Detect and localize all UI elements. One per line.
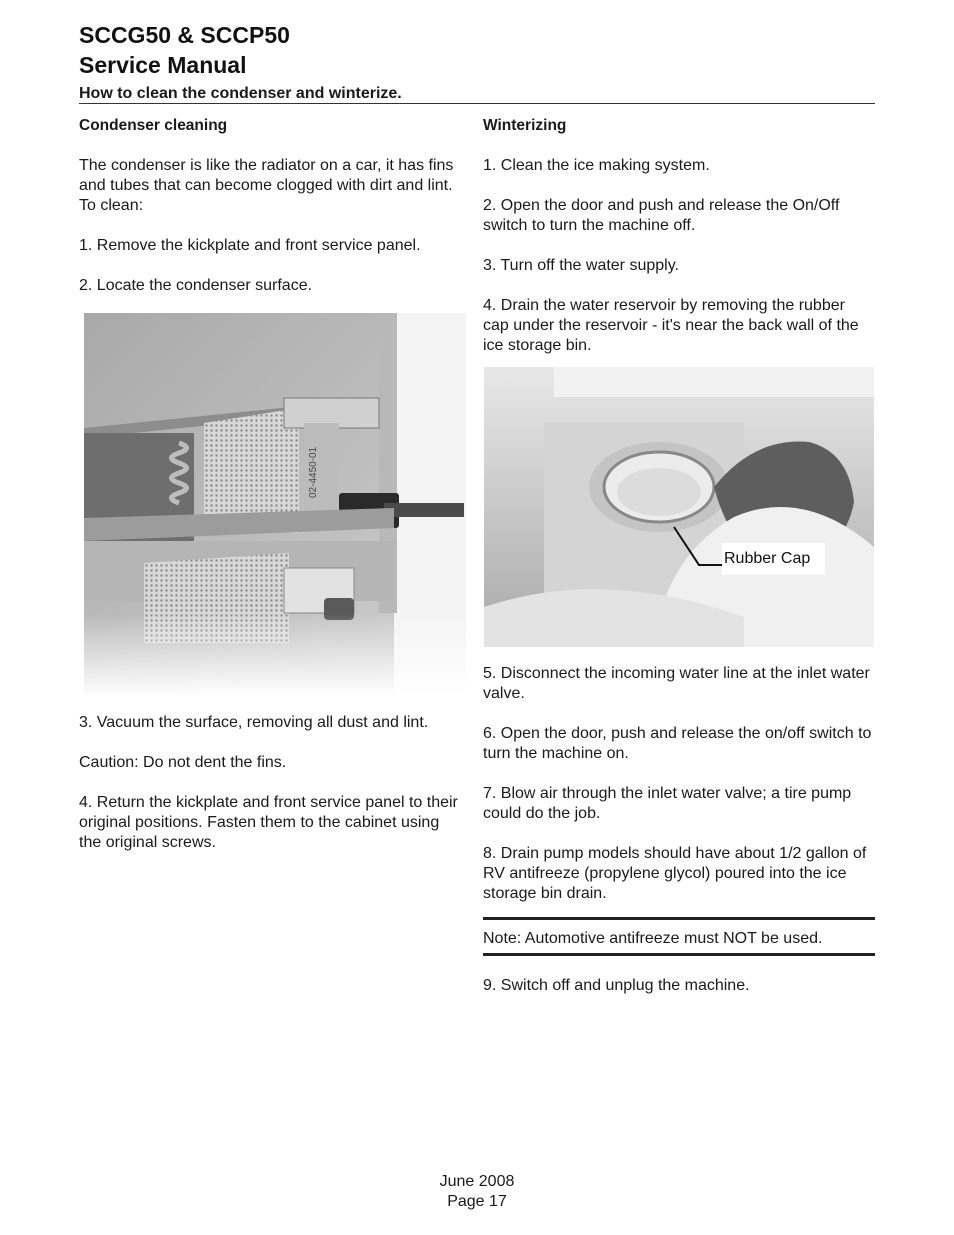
winterizing-step-8: 8. Drain pump models should have about 1/2 gallon of RV antifreeze (propylene glycol) poured into the ice storage bin drain. — [483, 845, 867, 902]
condenser-step-3: 3. Vacuum the surface, removing all dust and lint. — [79, 714, 429, 731]
document-subtitle-manual: Service Manual — [79, 52, 247, 78]
note-top-rule — [483, 917, 875, 920]
winterizing-step-4: 4. Drain the water reservoir by removing the rubber cap under the reservoir - it's near the back wall of the ice storage bin. — [483, 297, 859, 354]
winterizing-step-5: 5. Disconnect the incoming water line at the inlet water valve. — [483, 665, 870, 702]
winterizing-step-2: 2. Open the door and push and release the On/Off switch to turn the machine off. — [483, 197, 840, 234]
footer-date: June 2008 — [439, 1173, 515, 1190]
winterizing-step-1: 1. Clean the ice making system. — [483, 157, 710, 174]
condenser-cleaning-column — [79, 116, 464, 296]
condenser-cleaning-column-continued — [79, 713, 464, 853]
note-bottom-rule — [483, 953, 875, 956]
antifreeze-note: Note: Automotive antifreeze must NOT be used. — [483, 930, 823, 947]
winterizing-step-6: 6. Open the door, push and release the on/off switch to turn the machine on. — [483, 725, 872, 762]
condenser-step-4: 4. Return the kickplate and front service panel to their original positions. Fasten them to the cabinet using the original screws. — [79, 794, 458, 851]
winterizing-heading: Winterizing — [483, 117, 567, 134]
winterizing-step-9: 9. Switch off and unplug the machine. — [483, 977, 750, 994]
condenser-step-1: 1. Remove the kickplate and front service panel. — [79, 237, 421, 254]
document-title: SCCG50 & SCCP50 — [79, 22, 290, 48]
rubber-cap-photo — [484, 367, 874, 647]
condenser-step-2: 2. Locate the condenser surface. — [79, 277, 313, 294]
photo-part-number: 02-4450-01 — [308, 446, 319, 498]
rubber-cap-callout: Rubber Cap — [724, 550, 811, 567]
winterizing-column-continued — [483, 664, 875, 904]
winterizing-column — [483, 116, 875, 356]
condenser-intro: The condenser is like the radiator on a car, it has fins and tubes that can become clogged with dirt and lint. To clean: — [79, 157, 454, 214]
winterizing-step-7: 7. Blow air through the inlet water valve; a tire pump could do the job. — [483, 785, 852, 822]
footer-page-number: Page 17 — [447, 1193, 507, 1210]
condenser-caution: Caution: Do not dent the fins. — [79, 754, 287, 771]
header-rule — [79, 103, 875, 104]
condenser-photo — [84, 313, 466, 697]
condenser-illustration — [84, 313, 466, 697]
winterizing-step-3: 3. Turn off the water supply. — [483, 257, 679, 274]
rubber-cap-illustration — [484, 367, 874, 647]
section-title: How to clean the condenser and winterize. — [79, 85, 402, 102]
condenser-cleaning-heading: Condenser cleaning — [79, 117, 228, 134]
